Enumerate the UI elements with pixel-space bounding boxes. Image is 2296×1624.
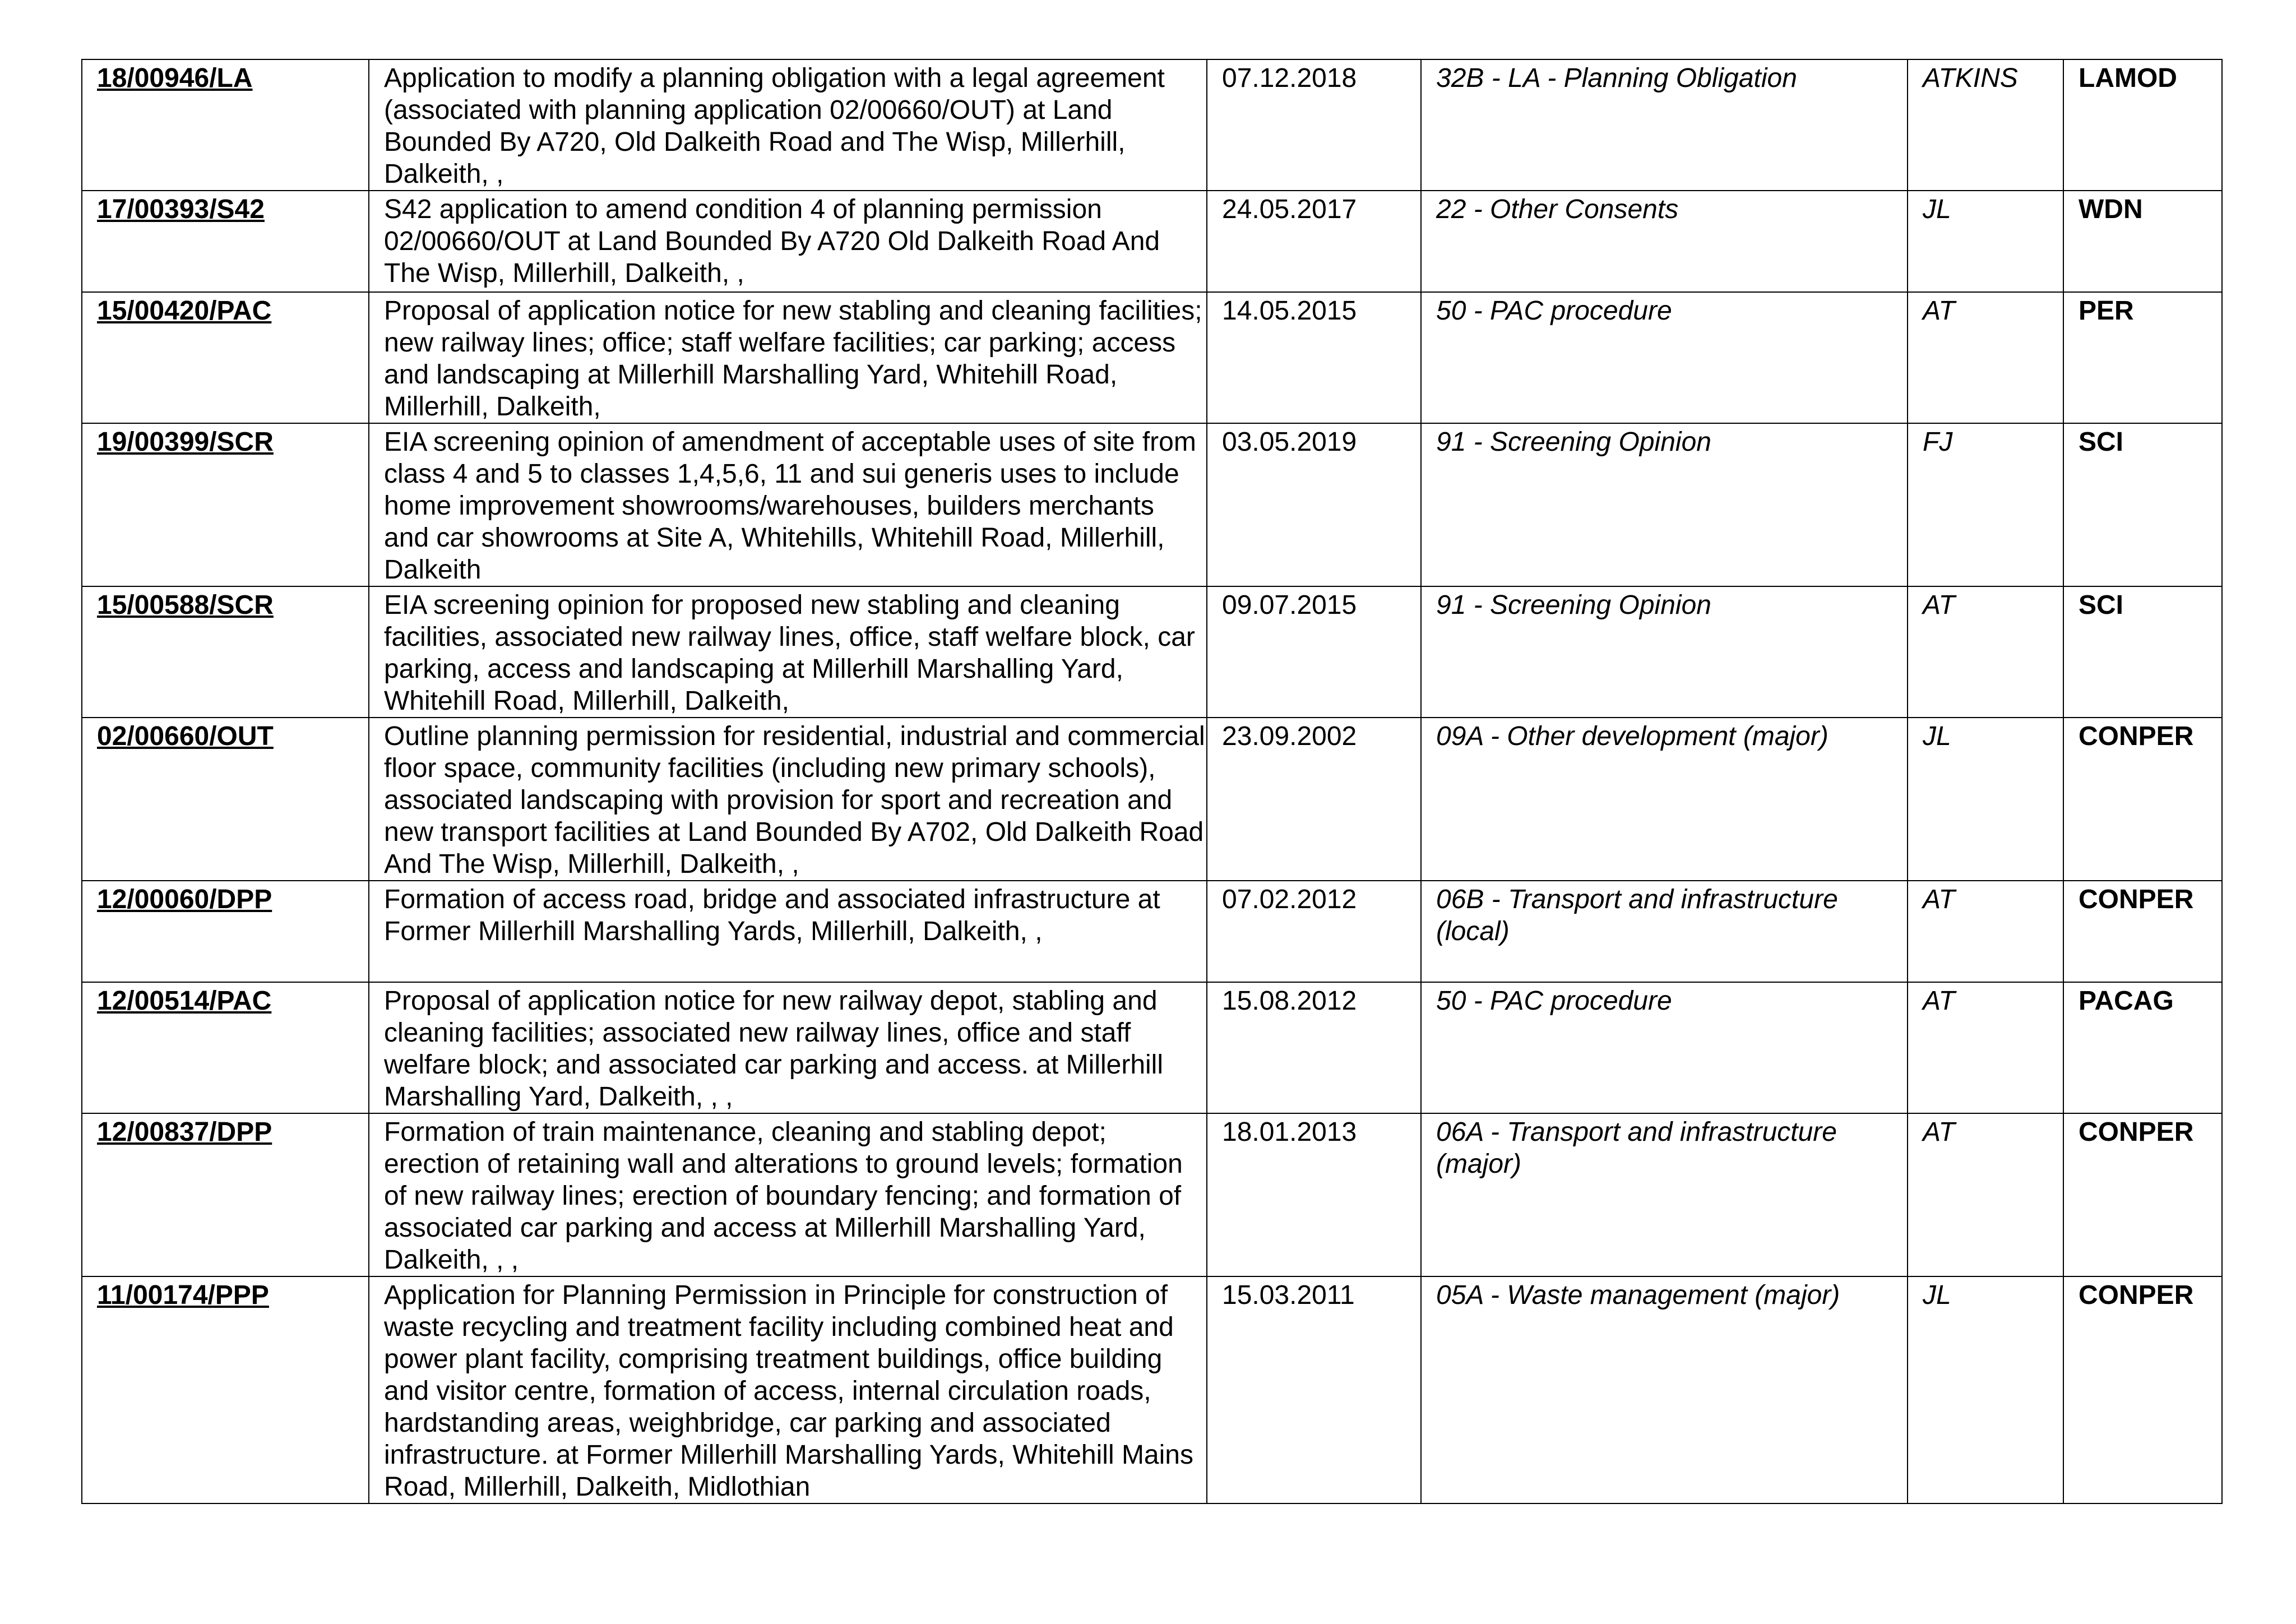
description-cell	[369, 191, 1207, 292]
ref-cell	[82, 1276, 369, 1503]
description-text: Application to modify a planning obligation with a legal agreement (associated with planning application 02/00660/OUT) at Land Bounded By A720, Old Dalkeith Road and The Wisp, Millerhill, Dalkeith, ,	[384, 63, 1165, 189]
officer-text: ATKINS	[1923, 63, 2018, 93]
type-text: 06A - Transport and infrastructure (major)	[1436, 1117, 1837, 1179]
description-text: EIA screening opinion of amendment of acceptable uses of site from class 4 and 5 to classes 1,4,5,6, 11 and sui generis uses to include home improvement showrooms/warehouses, builders merchants and car showrooms at Site A, Whitehills, Whitehill Road, Millerhill, Dalkeith	[384, 427, 1196, 585]
application-ref-link[interactable]: 15/00420/PAC	[97, 296, 272, 326]
type-cell	[1421, 1113, 1908, 1276]
decision-text: CONPER	[2079, 1117, 2194, 1147]
ref-cell	[82, 292, 369, 423]
description-text: Formation of train maintenance, cleaning and stabling depot; erection of retaining wall and alterations to ground levels; formation of new railway lines; erection of boundary fencing; and formation of associated car parking and access at Millerhill Marshalling Yard, Dalkeith, , ,	[384, 1117, 1183, 1275]
description-cell	[369, 586, 1207, 718]
ref-cell	[82, 423, 369, 586]
type-text: 91 - Screening Opinion	[1436, 590, 1711, 620]
planning-applications-table	[81, 59, 2223, 1504]
decision-cell	[2063, 881, 2222, 982]
ref-cell	[82, 59, 369, 191]
officer-text: AT	[1923, 590, 1955, 620]
application-ref-link[interactable]: 15/00588/SCR	[97, 590, 274, 620]
decision-cell	[2063, 982, 2222, 1113]
type-text: 05A - Waste management (major)	[1436, 1280, 1840, 1310]
description-text: Proposal of application notice for new railway depot, stabling and cleaning facilities; associated new railway lines, office and staff welfare block; and associated car parking and access. at Millerhill Marshalling Yard, Dalkeith, , ,	[384, 986, 1164, 1112]
officer-cell	[1908, 881, 2063, 982]
decision-cell	[2063, 191, 2222, 292]
officer-text: JL	[1923, 1280, 1951, 1310]
decision-cell	[2063, 718, 2222, 881]
description-cell	[369, 881, 1207, 982]
description-cell	[369, 1113, 1207, 1276]
decision-cell	[2063, 59, 2222, 191]
officer-text: AT	[1923, 296, 1955, 326]
date-text: 14.05.2015	[1222, 296, 1357, 326]
officer-cell	[1908, 292, 2063, 423]
date-cell	[1207, 59, 1421, 191]
type-text: 22 - Other Consents	[1436, 195, 1679, 224]
type-cell	[1421, 59, 1908, 191]
officer-cell	[1908, 191, 2063, 292]
type-cell	[1421, 1276, 1908, 1503]
date-text: 24.05.2017	[1222, 195, 1357, 224]
officer-text: AT	[1923, 986, 1955, 1016]
application-ref-link[interactable]: 02/00660/OUT	[97, 721, 274, 751]
type-cell	[1421, 191, 1908, 292]
decision-cell	[2063, 423, 2222, 586]
date-text: 09.07.2015	[1222, 590, 1357, 620]
decision-text: CONPER	[2079, 1280, 2194, 1310]
application-ref-link[interactable]: 12/00060/DPP	[97, 885, 272, 914]
decision-text: SCI	[2079, 427, 2124, 457]
table-row	[82, 718, 2222, 881]
decision-text: PER	[2079, 296, 2134, 326]
table-row	[82, 191, 2222, 292]
date-text: 18.01.2013	[1222, 1117, 1357, 1147]
ref-cell	[82, 1113, 369, 1276]
date-cell	[1207, 881, 1421, 982]
officer-text: JL	[1923, 195, 1951, 224]
description-text: Application for Planning Permission in Principle for construction of waste recycling and treatment facility including combined heat and power plant facility, comprising treatment buildings, office building and visitor centre, formation of access, internal circulation roads, hardstanding areas, weighbridge, car parking and associated infrastructure. at Former Millerhill Marshalling Yards, Whitehill Mains Road, Millerhill, Dalkeith, Midlothian	[384, 1280, 1193, 1502]
decision-cell	[2063, 1113, 2222, 1276]
decision-text: WDN	[2079, 195, 2143, 224]
description-cell	[369, 423, 1207, 586]
date-text: 03.05.2019	[1222, 427, 1357, 457]
officer-cell	[1908, 982, 2063, 1113]
description-cell	[369, 59, 1207, 191]
officer-cell	[1908, 1113, 2063, 1276]
description-text: EIA screening opinion for proposed new stabling and cleaning facilities, associated new railway lines, office, staff welfare block, car parking, access and landscaping at Millerhill Marshalling Yard, Whitehill Road, Millerhill, Dalkeith,	[384, 590, 1195, 716]
application-ref-link[interactable]: 12/00837/DPP	[97, 1117, 272, 1147]
description-cell	[369, 292, 1207, 423]
type-text: 32B - LA - Planning Obligation	[1436, 63, 1797, 93]
officer-text: JL	[1923, 721, 1951, 751]
type-cell	[1421, 586, 1908, 718]
description-text: Formation of access road, bridge and associated infrastructure at Former Millerhill Marshalling Yards, Millerhill, Dalkeith, ,	[384, 885, 1160, 946]
type-text: 50 - PAC procedure	[1436, 296, 1672, 326]
type-cell	[1421, 881, 1908, 982]
decision-text: PACAG	[2079, 986, 2174, 1016]
application-ref-link[interactable]: 19/00399/SCR	[97, 427, 274, 457]
table-row	[82, 1113, 2222, 1276]
ref-cell	[82, 586, 369, 718]
description-text: S42 application to amend condition 4 of planning permission 02/00660/OUT at Land Bounded By A720 Old Dalkeith Road And The Wisp, Millerhill, Dalkeith, ,	[384, 195, 1160, 288]
table-row	[82, 1276, 2222, 1503]
type-text: 06B - Transport and infrastructure (local)	[1436, 885, 1838, 946]
type-cell	[1421, 718, 1908, 881]
date-cell	[1207, 292, 1421, 423]
table-row	[82, 881, 2222, 982]
table-row	[82, 586, 2222, 718]
ref-cell	[82, 881, 369, 982]
description-cell	[369, 982, 1207, 1113]
decision-cell	[2063, 292, 2222, 423]
officer-cell	[1908, 1276, 2063, 1503]
officer-text: AT	[1923, 1117, 1955, 1147]
description-cell	[369, 718, 1207, 881]
description-text: Proposal of application notice for new stabling and cleaning facilities; new railway lines; office; staff welfare facilities; car parking; access and landscaping at Millerhill Marshalling Yard, Whitehill Road, Millerhill, Dalkeith,	[384, 296, 1202, 422]
officer-cell	[1908, 423, 2063, 586]
date-cell	[1207, 423, 1421, 586]
decision-cell	[2063, 1276, 2222, 1503]
application-ref-link[interactable]: 17/00393/S42	[97, 195, 265, 224]
description-cell	[369, 1276, 1207, 1503]
type-text: 91 - Screening Opinion	[1436, 427, 1711, 457]
date-text: 15.03.2011	[1222, 1280, 1355, 1310]
officer-text: FJ	[1923, 427, 1953, 457]
ref-cell	[82, 191, 369, 292]
type-cell	[1421, 423, 1908, 586]
decision-cell	[2063, 586, 2222, 718]
date-cell	[1207, 191, 1421, 292]
application-ref-link[interactable]: 12/00514/PAC	[97, 986, 272, 1016]
date-text: 07.02.2012	[1222, 885, 1357, 914]
table-row	[82, 59, 2222, 191]
date-cell	[1207, 1113, 1421, 1276]
application-ref-link[interactable]: 11/00174/PPP	[97, 1280, 269, 1310]
ref-cell	[82, 982, 369, 1113]
table-row	[82, 292, 2222, 423]
planning-applications-table-wrapper	[81, 59, 2221, 1504]
officer-cell	[1908, 718, 2063, 881]
date-cell	[1207, 586, 1421, 718]
ref-cell	[82, 718, 369, 881]
type-text: 50 - PAC procedure	[1436, 986, 1672, 1016]
date-cell	[1207, 1276, 1421, 1503]
type-cell	[1421, 292, 1908, 423]
date-cell	[1207, 718, 1421, 881]
description-text: Outline planning permission for residential, industrial and commercial floor space, community facilities (including new primary schools), associated landscaping with provision for sport and recreation and new transport facilities at Land Bounded By A702, Old Dalkeith Road And The Wisp, Millerhill, Dalkeith, ,	[384, 721, 1205, 879]
decision-text: SCI	[2079, 590, 2124, 620]
table-body	[82, 59, 2222, 1503]
table-row	[82, 423, 2222, 586]
decision-text: CONPER	[2079, 885, 2194, 914]
type-text: 09A - Other development (major)	[1436, 721, 1829, 751]
application-ref-link[interactable]: 18/00946/LA	[97, 63, 253, 93]
date-text: 15.08.2012	[1222, 986, 1357, 1016]
officer-cell	[1908, 586, 2063, 718]
table-row	[82, 982, 2222, 1113]
date-text: 23.09.2002	[1222, 721, 1357, 751]
officer-cell	[1908, 59, 2063, 191]
type-cell	[1421, 982, 1908, 1113]
officer-text: AT	[1923, 885, 1955, 914]
date-cell	[1207, 982, 1421, 1113]
date-text: 07.12.2018	[1222, 63, 1357, 93]
decision-text: LAMOD	[2079, 63, 2177, 93]
decision-text: CONPER	[2079, 721, 2194, 751]
